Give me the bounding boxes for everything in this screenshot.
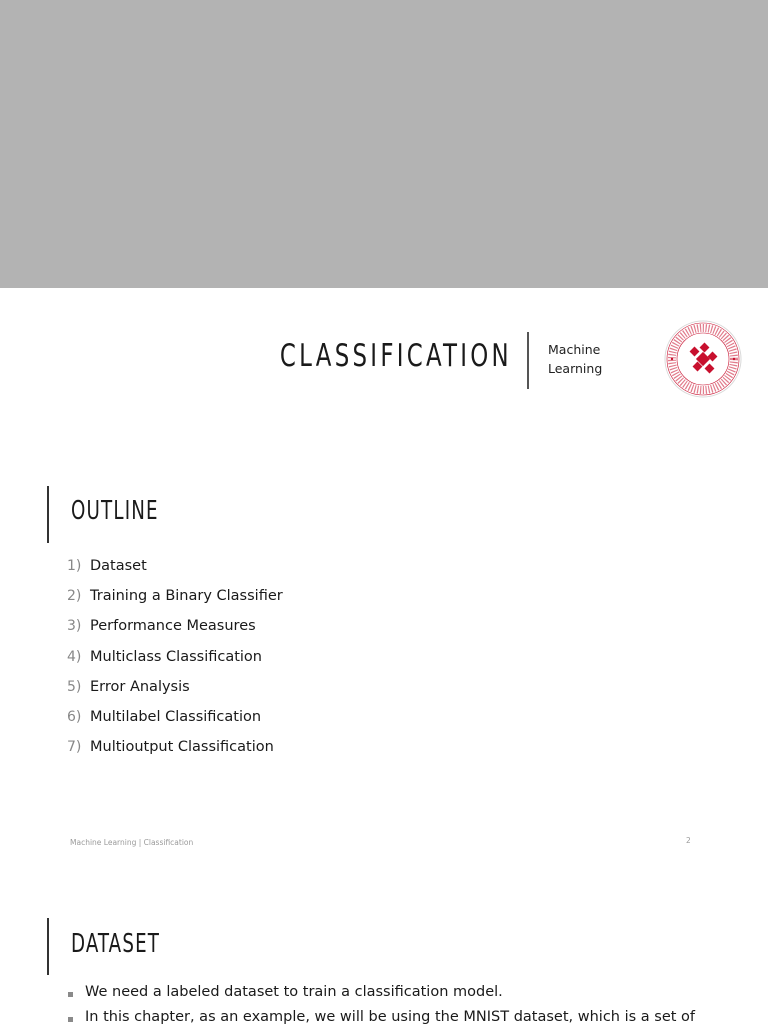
outline-item-label: Dataset <box>90 558 147 575</box>
outline-item-label: Multilabel Classification <box>90 709 262 726</box>
dataset-heading-bar <box>47 918 49 975</box>
dataset-bullet-text: We need a labeled dataset to train a classification model. <box>85 984 503 1000</box>
outline-item <box>67 672 283 702</box>
outline-heading-bar <box>47 486 49 543</box>
outline-item <box>67 611 283 641</box>
square-bullet-icon <box>68 1017 73 1022</box>
university-seal-icon <box>664 320 742 398</box>
slide-title: CLASSIFICATION <box>280 338 512 374</box>
title-divider <box>527 332 529 389</box>
slide-subtitle <box>548 340 602 378</box>
slide-footer: Machine Learning | Classification <box>70 838 194 847</box>
title-slide <box>0 288 768 418</box>
outline-item-label: Performance Measures <box>90 618 256 635</box>
dataset-bullet-text: In this chapter, as an example, we will be using the MNIST dataset, which is a set of <box>85 1009 696 1024</box>
outline-item-number: 5) <box>67 678 82 695</box>
outline-item-number: 3) <box>67 618 82 635</box>
outline-list <box>67 551 283 762</box>
outline-item-number: 7) <box>67 739 82 756</box>
square-bullet-icon <box>68 992 73 997</box>
outline-item-number: 6) <box>67 709 82 726</box>
dataset-bullet <box>68 1009 695 1024</box>
dataset-bullet <box>68 984 695 1009</box>
outline-item-label: Training a Binary Classifier <box>90 588 283 605</box>
outline-item <box>67 732 283 762</box>
outline-item <box>67 642 283 672</box>
outline-item-label: Multioutput Classification <box>90 739 274 756</box>
subtitle-line-1: Machine <box>548 342 601 357</box>
outline-item <box>67 702 283 732</box>
dataset-heading: DATASET <box>71 929 161 959</box>
title-banner-image <box>0 0 768 288</box>
outline-item-label: Multiclass Classification <box>90 648 262 665</box>
outline-item-number: 1) <box>67 558 82 575</box>
outline-item <box>67 551 283 581</box>
outline-item-number: 2) <box>67 588 82 605</box>
outline-item-number: 4) <box>67 648 82 665</box>
outline-heading: OUTLINE <box>71 496 159 526</box>
dataset-bullet-list <box>68 984 695 1024</box>
page-number: 2 <box>686 836 691 845</box>
subtitle-line-2: Learning <box>548 361 603 376</box>
outline-item-label: Error Analysis <box>90 678 190 695</box>
outline-item <box>67 581 283 611</box>
